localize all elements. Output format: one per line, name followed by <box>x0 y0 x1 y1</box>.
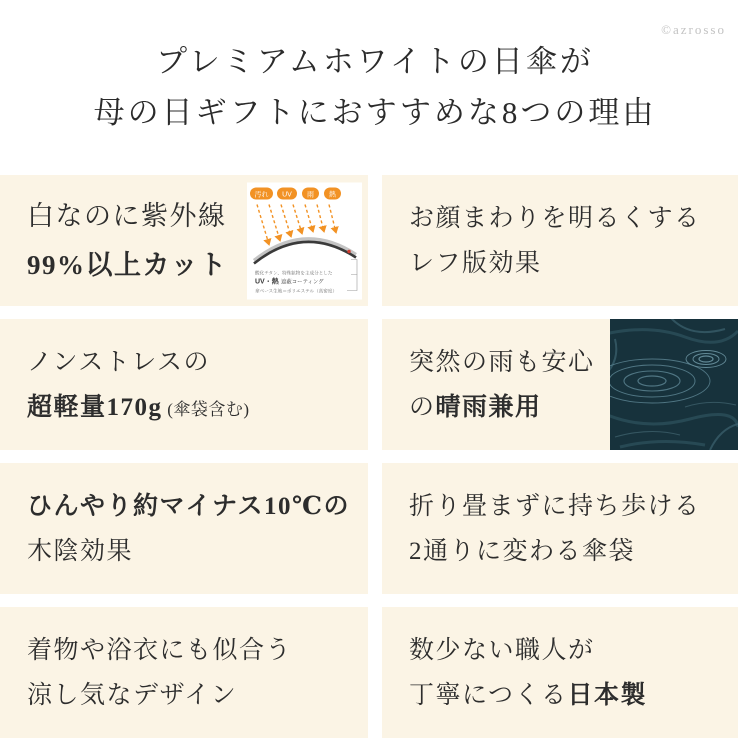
cell-design <box>0 607 368 738</box>
cell-uv-cut-text <box>0 192 228 289</box>
caption-base: 傘ベース生地＝ポリエステル（高密度） <box>255 288 338 293</box>
cell-rain-or-shine-text <box>382 340 595 430</box>
umbrella-bag-line1: 折り畳まずに持ち歩ける <box>409 492 701 520</box>
caption-bold: UV・熱 <box>255 278 279 285</box>
uv-cut-line1: 白なのに紫外線 <box>27 200 227 231</box>
lightweight-note: (傘袋含む) <box>162 399 250 419</box>
cell-lightweight <box>0 319 368 450</box>
cell-reflector <box>382 175 738 306</box>
reasons-grid <box>0 175 738 738</box>
rain-line2 <box>409 385 595 430</box>
rain-line2-pre: の <box>409 393 436 421</box>
design-line2: 涼し気なデザイン <box>27 681 238 709</box>
cell-cool-shade-text <box>0 484 350 574</box>
reflector-line2: レフ版効果 <box>409 249 542 277</box>
reflector-line1: お顔まわりを明るくする <box>409 204 701 232</box>
cell-rain-or-shine <box>382 319 738 450</box>
umbrella-bag-line2: 2通りに変わる傘袋 <box>409 537 636 565</box>
cell-reflector-text <box>382 196 701 286</box>
uv-coating-diagram <box>247 182 362 299</box>
cool-shade-line1: ひんやり約マイナス10℃の <box>27 492 350 520</box>
badge-dirt: 汚れ <box>254 191 269 198</box>
rain-ripples-photo <box>610 319 738 450</box>
made-in-japan-line2-bold: 日本製 <box>567 681 648 709</box>
uv-coating-diagram-svg <box>247 182 362 299</box>
uv-diagram-badges <box>250 187 341 199</box>
caption-connector-2 <box>347 274 357 290</box>
made-in-japan-line2-pre: 丁寧につくる <box>409 681 568 709</box>
cell-made-in-japan <box>382 607 738 738</box>
cell-design-text <box>0 628 292 718</box>
cell-lightweight-text <box>0 340 250 430</box>
uv-cut-line2: 99%以上カット <box>27 249 228 280</box>
rain-line2-bold: 晴雨兼用 <box>435 393 542 421</box>
lightweight-line1: ノンストレスの <box>27 348 211 376</box>
cell-made-in-japan-text <box>382 628 647 718</box>
lightweight-line2 <box>27 385 250 430</box>
caption-rest: 遮蔽コーティング <box>281 279 324 285</box>
badge-rain: 雨 <box>307 191 314 198</box>
cell-umbrella-bag <box>382 463 738 594</box>
cell-umbrella-bag-text <box>382 484 701 574</box>
caption-connector-1 <box>351 259 357 274</box>
cool-shade-line2: 木陰効果 <box>27 537 134 565</box>
made-in-japan-line1: 数少ない職人が <box>409 636 595 664</box>
watermark: ©azrosso <box>661 22 726 37</box>
made-in-japan-line2 <box>409 673 647 718</box>
lightweight-weight: 超軽量170g <box>27 393 163 421</box>
coating-marker-dot <box>347 249 350 252</box>
badge-heat: 熱 <box>329 191 336 198</box>
badge-uv: UV <box>282 191 292 198</box>
caption-top: 酸化チタン、特殊鉱物を主成分とした <box>255 270 333 275</box>
page-title-line1: プレミアムホワイトの日傘が <box>156 44 594 79</box>
cell-uv-cut <box>0 175 368 306</box>
page-title-line2: 母の日ギフトにおすすめな8つの理由 <box>93 95 657 131</box>
page-title <box>0 0 750 138</box>
rain-line1: 突然の雨も安心 <box>409 348 595 376</box>
cell-cool-shade <box>0 463 368 594</box>
design-line1: 着物や浴衣にも似合う <box>27 636 293 664</box>
